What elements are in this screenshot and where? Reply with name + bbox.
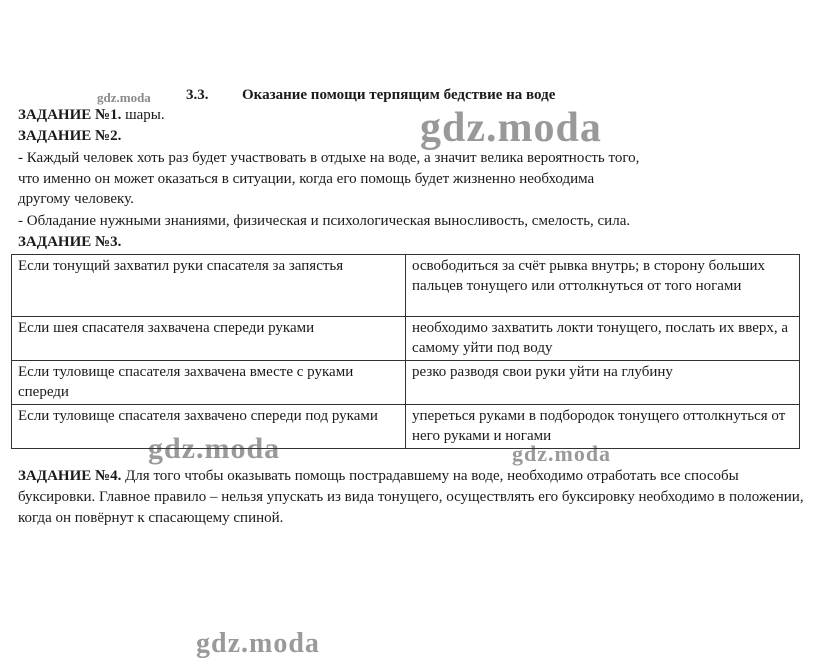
section-header <box>186 87 555 104</box>
rescue-table <box>11 254 800 449</box>
task4-label: ЗАДАНИЕ №4. <box>18 468 122 484</box>
task4-paragraph <box>18 466 808 529</box>
situation-cell: Если туловище спасателя захвачено спереди под руками <box>12 405 406 449</box>
watermark-bottom: gdz.moda <box>196 628 320 659</box>
task1-label: ЗАДАНИЕ №1. <box>18 107 122 123</box>
action-cell: упереться руками в подбородок тонущего оттолкнуться от него руками и ногами <box>406 405 800 449</box>
watermark-big-top: gdz.moda <box>420 105 602 151</box>
situation-cell: Если шея спасателя захвачена спереди руками <box>12 317 406 361</box>
table-row <box>12 255 800 317</box>
table-row <box>12 317 800 361</box>
task3-label: ЗАДАНИЕ №3. <box>18 234 122 250</box>
watermark-mid-right: gdz.moda <box>512 441 612 466</box>
table-row <box>12 361 800 405</box>
watermark-mid-left: gdz.moda <box>148 432 281 465</box>
task1-line <box>18 107 165 124</box>
section-number: 3.3. <box>186 87 209 103</box>
task2-line-4: - Обладание нужными знаниями, физическая и психологическая выносливость, смелость, сила. <box>18 213 631 229</box>
table-row <box>12 405 800 449</box>
action-cell: освободиться за счёт рывка внутрь; в сторону больших пальцев тонущего или оттолкнуться от того ногами <box>406 255 800 317</box>
task2-line-1: - Каждый человек хоть раз будет участвовать в отдыхе на воде, а значит велика вероятность того, <box>18 150 640 166</box>
task2-line-3: другому человеку. <box>18 191 134 207</box>
watermark-top-small: gdz.moda <box>97 90 151 105</box>
task2-label: ЗАДАНИЕ №2. <box>18 128 122 144</box>
task2-line-2: что именно он может оказаться в ситуации, когда его помощь будет жизненно необходима <box>18 171 595 187</box>
action-cell: необходимо захватить локти тонущего, послать их вверх, а самому уйти под воду <box>406 317 800 361</box>
action-cell: резко разводя свои руки уйти на глубину <box>406 361 800 405</box>
task4-text: Для того чтобы оказывать помощь пострадавшему на воде, необходимо отработать все способы буксировки. Главное правило – нельзя упускать из вида тонущего, осуществлять его буксировку необходимо в положении, когда он повёрнут к спасающему спиной. <box>18 468 804 526</box>
situation-cell: Если тонущий захватил руки спасателя за запястья <box>12 255 406 317</box>
situation-cell: Если туловище спасателя захвачена вместе с руками спереди <box>12 361 406 405</box>
section-title: Оказание помощи терпящим бедствие на воде <box>242 87 556 103</box>
task1-answer: шары. <box>121 107 165 123</box>
